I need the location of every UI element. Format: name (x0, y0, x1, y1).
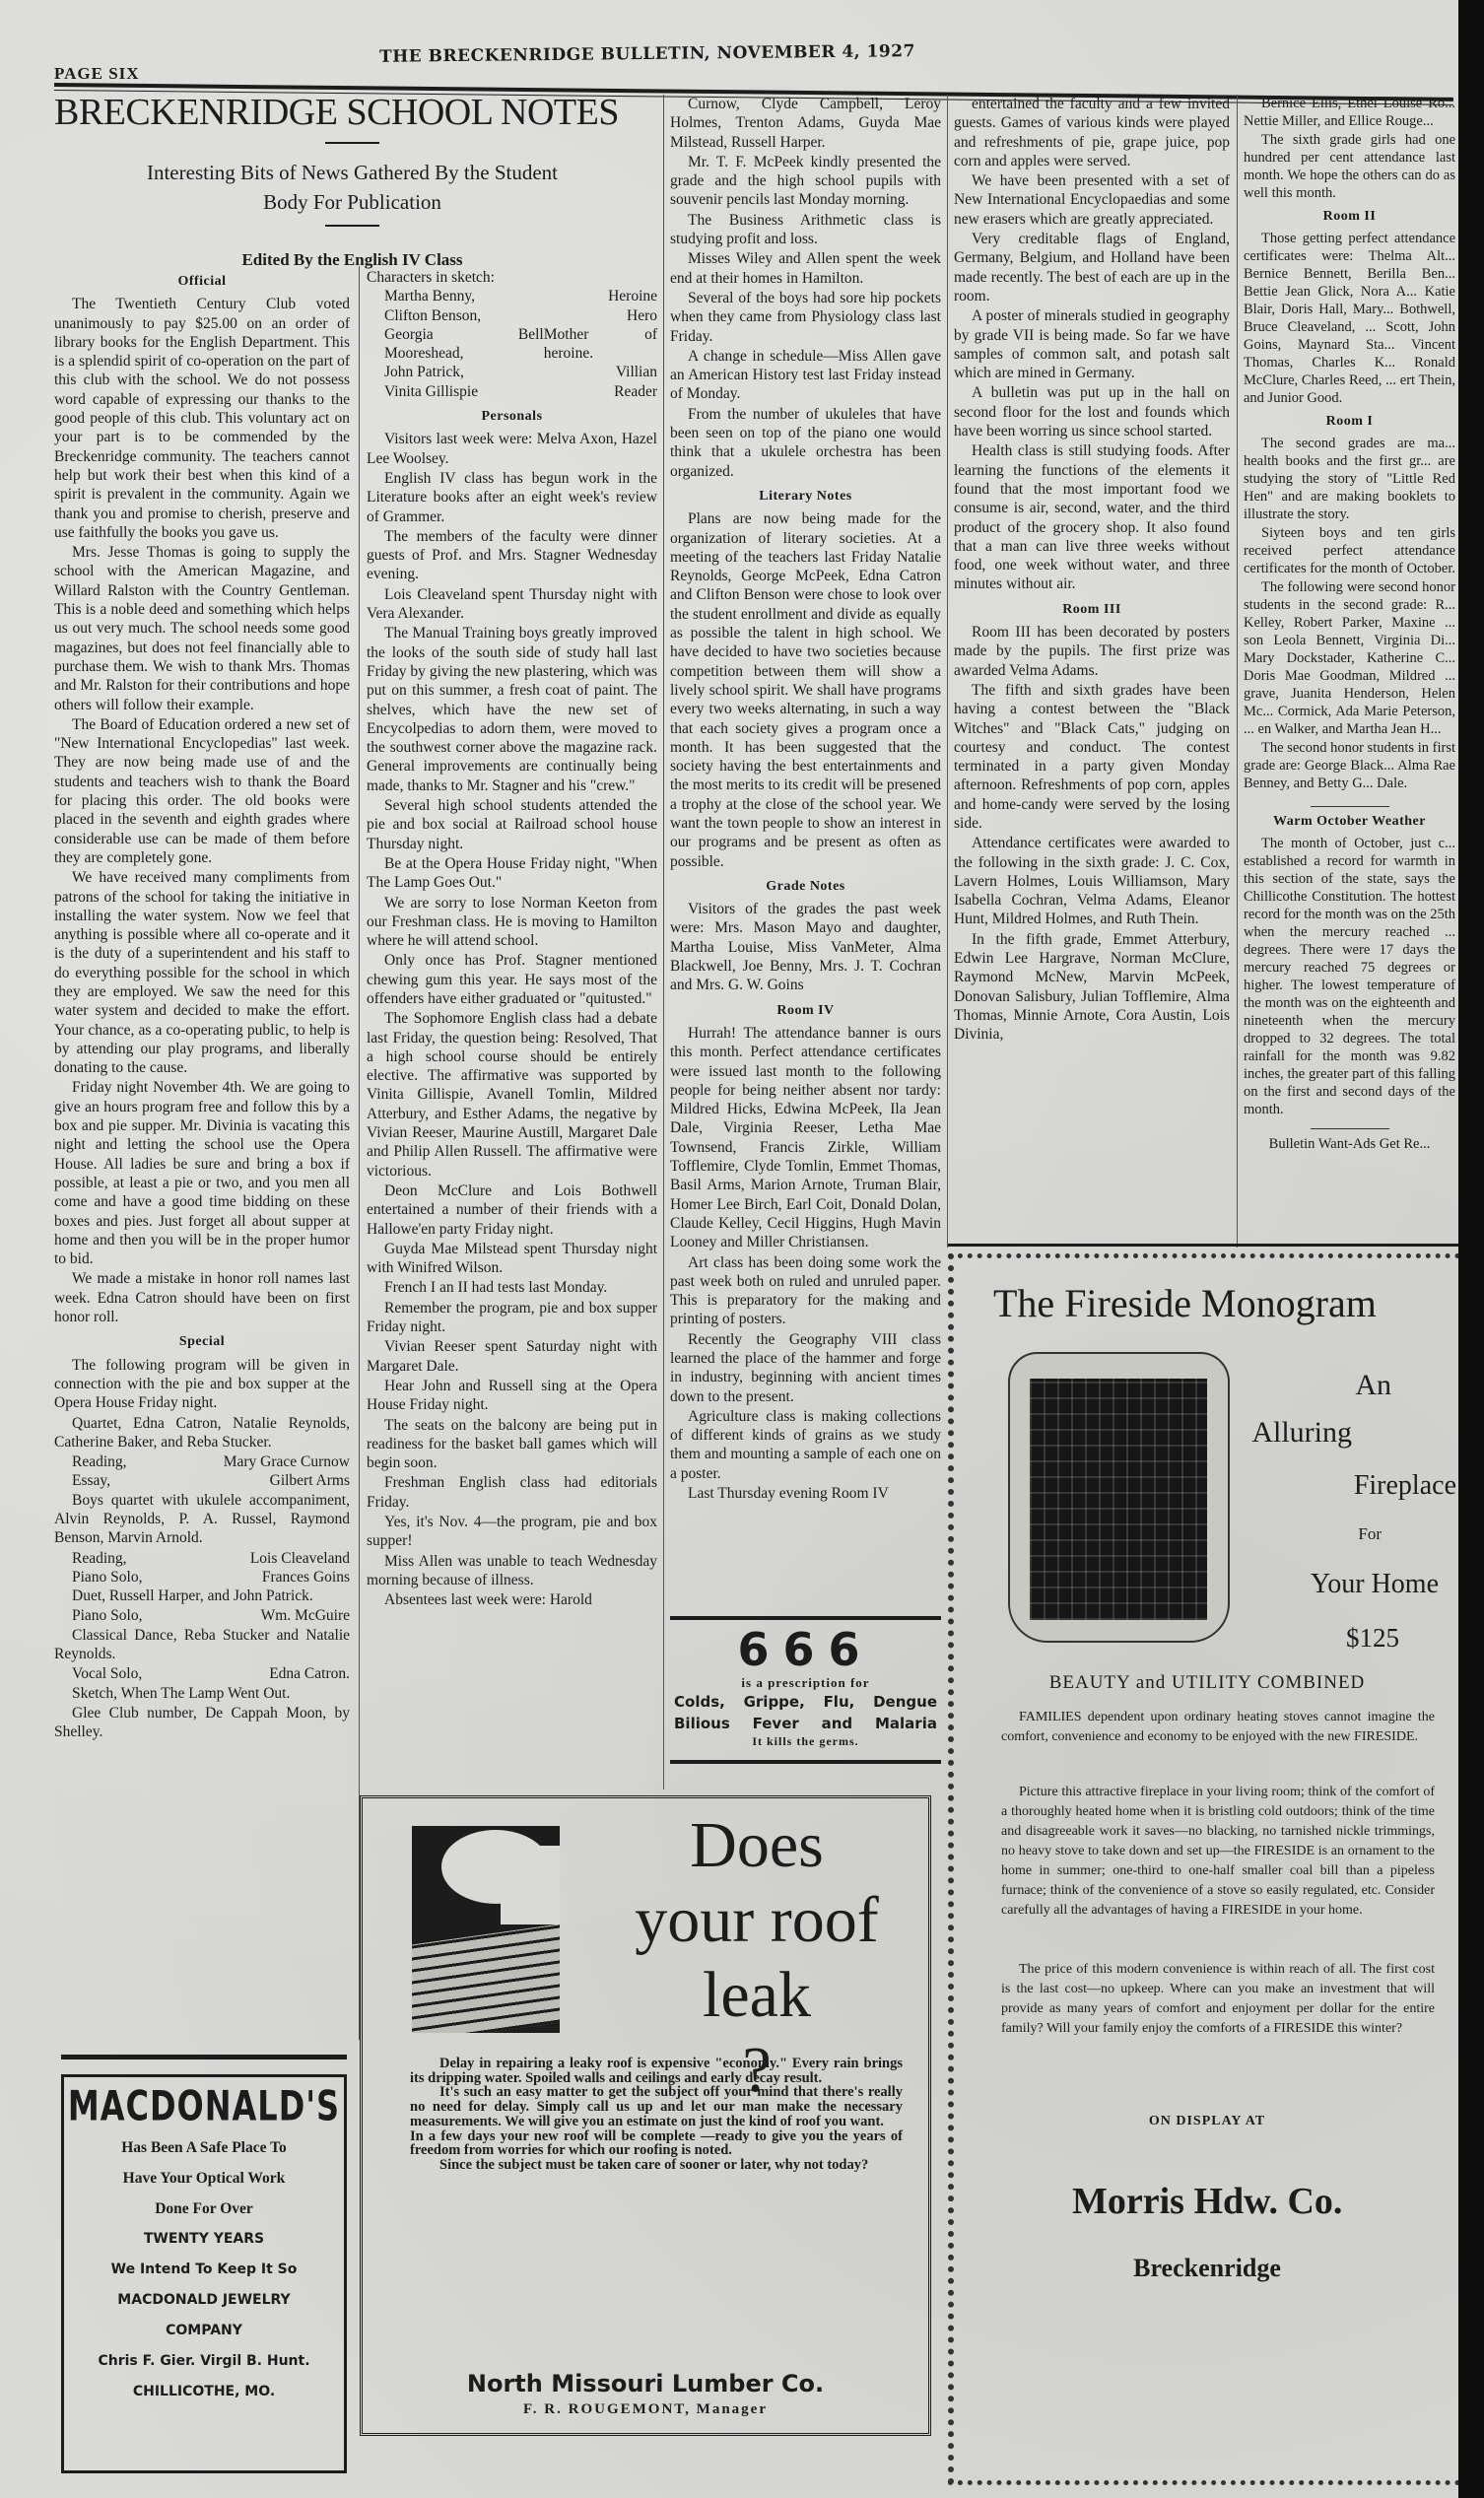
program-item-label: Piano Solo, (72, 1568, 143, 1586)
ad-paragraph: The price of this modern convenience is within reach of all. The first cost is the last cost—no upkeep. Where can you make an investment that will provide as many years of comfort and enjoyment per dollar for the entire family? Will your family enjoy the comforts of a FIRESIDE this winter? (1001, 1962, 1435, 2036)
byline: Edited By the English IV Class (241, 250, 463, 269)
ad-roof (360, 1795, 931, 2436)
program-performer: Mary Grace Curnow (223, 1453, 350, 1471)
program-performer: When The Lamp Went Out. (120, 1684, 291, 1702)
program-performer: Wm. McGuire (260, 1607, 350, 1625)
character-row (367, 363, 657, 381)
headline-line: ? (742, 2034, 772, 2106)
program-performer: Frances Goins (261, 1568, 350, 1586)
program-item (54, 1568, 350, 1587)
article-paragraph: Remember the program, pie and box supper Friday night. (367, 1299, 657, 1336)
article-paragraph: Plans are now being made for the organization of literary societies. At a meeting of the teachers last Friday Natalie Reynolds, George McPeek, Edna Catron and Clifton Benson were chose to look over the student enrollment and divide as equally as possible the talent in high school. We have decided to have two societies because competition between them will show a lively school spirit. We shall have programs every two weeks alternating, in such a way that each society gives a program once a month. It has been suggested that the society having the best entertainments and the most merits to its credit will be presened a trophy at the close of the school year. We want the town people to show an interest in our programs and be present as often as possible. (670, 510, 941, 870)
divider (1311, 1128, 1389, 1129)
program-item (54, 1587, 350, 1605)
headline-deck (54, 158, 650, 217)
article-paragraph: We have received many compliments from patrons of the school for taking the initiative in installing the water system. Now we feel that anything is possible where all co-operate and it is the duty of a superintendent and his staff to do everything possible for the school in which they are employed. We saw the need for this water system and decided to make the effort. Your chance, as a co-operating public, to help is by attending our play programs, and liberally donating to the cause. (54, 869, 350, 1077)
ad-paragraph: FAMILIES dependent upon ordinary heating stoves cannot imagine the comfort, convenience and economy to be enjoyed with the new FIRESIDE. (1001, 1710, 1435, 1744)
article-paragraph: Very creditable flags of England, Germany, Belgium, and Holland have been made recently. The best of each are up in the room. (954, 231, 1230, 304)
column-5-top (1244, 95, 1455, 202)
program-item-label: Piano Solo, (72, 1607, 143, 1625)
program-item-label: Classical Dance, (72, 1626, 177, 1644)
article-paragraph: A bulletin was put up in the hall on second floor for the lost and founds which have been worring us since school started. (954, 384, 1230, 440)
article-paragraph: Art class has been doing some work the past week both on ruled and unruled paper. This is preparatory for the making and printing of posters. (670, 1253, 941, 1328)
article-paragraph: The fifth and sixth grades have been having a contest between the "Black Witches" and "Black Cats," judging on courtesy and conduct. The contest terminated in a party given Monday afternoon. Refreshments of pop corn, apples and home-candy were served by the losing side. (954, 681, 1230, 832)
room4-notes (670, 1024, 941, 1503)
article-paragraph: Freshman English class had editorials Friday. (367, 1474, 657, 1511)
ad-fireside-tagline: BEAUTY and UTILITY COMBINED (1048, 1672, 1366, 1693)
fireplace-illustration (1008, 1352, 1230, 1643)
article-paragraph: Those getting perfect attendance certificates were: Thelma Alt... Bernice Bennett, Berilla Ben... Bettie Jean Glick, Nora A... Katie Blair, Doris Hall, Mary... Bothwell, Bruce Cleaveland, ... Scott, John Goins, Maynard Sta... Vincent Thomas, Charles K... Ronald McClure, Charles Reed, ... ert Thein, and Junior Good. (1244, 231, 1455, 406)
headline-title: BRECKENRIDGE SCHOOL NOTES (54, 92, 619, 133)
ad-fireside-town: Breckenridge (1133, 2254, 1281, 2282)
program-item (54, 1664, 350, 1683)
dateline: THE BRECKENRIDGE BULLETIN, NOVEMBER 4, 1927 (378, 41, 915, 67)
article-paragraph: The month of October, just c... established a record for warmth in this section of the state, says the Chillicothe Constitution. The hottest record for the month was on the 25th when the mercury reached ... degrees. There were 17 days the mercury reached 75 degrees or higher. The lowest temperature of the month was on the eighteenth and nineteenth when the mercury dropped to 32 degrees. The total rainfall for the month was 9.82 inches, the greater part of this falling on the first and second days of the month. (1244, 836, 1455, 1117)
ad-roof-manager: F. R. ROUGEMONT, Manager (523, 2401, 768, 2417)
program-item-label: Essay, (72, 1472, 111, 1490)
ad-line: COMPANY (166, 2323, 242, 2338)
program-performer: De Cappah Moon, by Shelley. (54, 1704, 350, 1741)
program-performer: Reba Stucker and Natalie Reynolds. (54, 1626, 350, 1663)
program-item (54, 1414, 350, 1452)
ill: Colds, (674, 1693, 725, 1711)
column-2 (367, 268, 657, 1610)
column-rule (947, 95, 948, 1248)
article-paragraph: Guyda Mae Milstead spent Thursday night with Winifred Wilson. (367, 1240, 657, 1277)
column-3-top (670, 95, 941, 481)
ad-666 (670, 1616, 941, 1764)
headline-line: Does (690, 1809, 824, 1881)
program-item-label: Quartet, (72, 1414, 122, 1432)
deck-line: Interesting Bits of News Gathered By the Student (146, 161, 558, 184)
character-name: Martha Benny, (384, 288, 475, 305)
article-paragraph: Vivian Reeser spent Saturday night with Margaret Dale. (367, 1338, 657, 1375)
program-item (54, 1471, 350, 1490)
article-paragraph: A poster of minerals studied in geography by grade VII is being made. So far we have samples of common salt, and potash salt which are mined in Germany. (954, 307, 1230, 382)
section-heading-room3: Room III (1062, 601, 1121, 617)
article-paragraph: We have been presented with a set of New International Encyclopaedias and some new erasers which are greatly appreciated. (954, 172, 1230, 228)
section-heading-literary: Literary Notes (759, 488, 852, 504)
section-heading-official: Official (177, 274, 227, 289)
ad-fireside-line: For (1358, 1524, 1382, 1543)
ill: Malaria (874, 1715, 937, 1732)
ill: and (821, 1715, 853, 1732)
article-paragraph: Mrs. Jesse Thomas is going to supply the school with the American Magazine, and Willard Ralston with the Country Gentleman. This is a noble deed and something which helps us out very much. The school needs some good magazines, but does not feel financially able to purchase them. We wish to thank Mrs. Thomas and Mr. Ralston for their contributions and hope others will follow their example. (54, 544, 350, 713)
characters-heading (367, 268, 657, 287)
roof-illustration (412, 1826, 560, 2033)
article-paragraph: Visitors of the grades the past week were: Mrs. Mason Mayo and daughter, Martha Louise, Miss VanMeter, Alma Blackwell, Joe Benny, Mrs. J. T. Cochran and Mrs. G. W. Goins (670, 901, 941, 994)
ad-666-kill: It kills the germs. (752, 1734, 859, 1748)
article-paragraph: The Manual Training boys greatly improved the looks of the south side of study hall last Friday by giving the new plastering, which was put on this summer, a fresh coat of paint. The shelves, which have the new set of Encycolpedias to adorn them, were moved to the southwest corner above the magazine rack. General improvements are continually being made, thanks to Mr. Stagner and his "crew." (367, 625, 657, 794)
scan-edge (1458, 0, 1484, 2498)
ad-line: Have Your Optical Work (122, 2170, 286, 2187)
article-paragraph: The members of the faculty were dinner guests of Prof. and Mrs. Stagner Wednesday evening. (367, 527, 657, 583)
cloud (441, 1830, 550, 1904)
program-performer: Gilbert Arms (269, 1472, 350, 1490)
ad-paragraph: Delay in repairing a leaky roof is expensive "economy." Every rain brings its dripping water. Spoiled walls and ceilings and early decay result. (410, 2056, 903, 2086)
ad-macdonald (61, 2074, 347, 2473)
program-item-label: Boys quartet with ukulele accompaniment, (72, 1491, 350, 1509)
ad-666-sub: is a prescription for (741, 1675, 870, 1690)
program-item (54, 1626, 350, 1664)
article-paragraph: Last Thursday evening Room IV (688, 1485, 889, 1503)
column-5 (1244, 95, 1455, 1153)
article-paragraph: English IV class has begun work in the Literature books after an eight week's review of Grammer. (367, 469, 657, 525)
ad-fireside-price: $125 (1346, 1623, 1399, 1653)
headline-line: your roof (635, 1884, 879, 1956)
ad-roof-company: North Missouri Lumber Co. (466, 2370, 825, 2397)
article-paragraph: Mr. T. F. McPeek kindly presented the grade and the high school pupils with souvenir pencils last Monday morning. (670, 153, 941, 209)
program-item-label: Reading, (72, 1453, 127, 1471)
section-heading-personals: Personals (481, 409, 543, 425)
ad-fireside-line: An (1355, 1369, 1391, 1401)
article-paragraph: Only once has Prof. Stagner mentioned chewing gum this year. He says most of the offenders have either graduated or "quitusted." (367, 952, 657, 1007)
article-paragraph: Bernice Ellis, Ethel Louise Ro... Nettie Miller, and Ellice Rouge... (1244, 96, 1455, 129)
ad-paragraph: Picture this attractive fireplace in your living room; think of the comfort of a thoroughly heated home when it is bristling cold outdoors; think of the time and disagreeable work it saves—no blacking, no tarnished nickle trimmings, no heavy stove to take down and set up—the FIRESIDE is an ornament to the home in summer; one-third to one-half smaller coal bill than a pipeless furnace; think of the convenience of a stove so easily regulated, etc. Consider carefully all the advantages of having a FIRESIDE in your home. (1001, 1785, 1435, 1918)
column-1 (54, 266, 350, 1743)
character-role: Heroine (608, 288, 657, 305)
article-paragraph: Several of the boys had sore hip pockets when they came from Physiology class last Friday. (670, 289, 941, 345)
article-paragraph: A change in schedule—Miss Allen gave an American History test last Friday instead of Monday. (670, 347, 941, 403)
ad-fireside-line: Alluring (1251, 1416, 1352, 1449)
article-paragraph: Friday night November 4th. We are going to give an hours program free and follow this by a box and pie supper. Mr. Divinia is vacating this night and letting the school use the Opera House. All ladies be sure and bring a box if possible, at least a pie or two, and you men all come and have a good time bidding on these boxes and pies. Just forget all about supper at home and then you will be in the proper humor to bid. (54, 1079, 350, 1268)
program-item (54, 1684, 350, 1703)
character-name: Vinita Gillispie (384, 382, 479, 400)
article-paragraph: Miss Allen was unable to teach Wednesday morning because of illness. (367, 1552, 657, 1588)
ill: Grippe, (743, 1693, 805, 1711)
article-paragraph: Deon McClure and Lois Bothwell entertained a number of their friends with a Hallowe'en party Friday night. (367, 1181, 657, 1238)
headline-block (54, 91, 650, 270)
headline-line: leak (703, 1959, 811, 2031)
program-item (54, 1704, 350, 1742)
article-paragraph: Misses Wiley and Allen spent the week end at their homes in Hamilton. (670, 250, 941, 287)
article-paragraph: Lois Cleaveland spent Thursday night with Vera Alexander. (367, 585, 657, 623)
ad-paragraph: It's such an easy matter to get the subject off your mind that there's really no need for delay. Simply call us up and let our man make the necessary measurements. We will give you an estimate on just the kind of roof you want. (410, 2084, 903, 2129)
room3-notes (954, 623, 1230, 1045)
want-ads-footer: Bulletin Want-Ads Get Re... (1268, 1136, 1431, 1152)
character-row (367, 382, 657, 401)
ad-macdonald-name: MACDONALD'S (67, 2081, 341, 2130)
article-paragraph: Room III has been decorated by posters made by the pupils. The first prize was awarded Velma Adams. (954, 624, 1230, 679)
article-paragraph: Be at the Opera House Friday night, "When The Lamp Goes Out." (367, 854, 657, 892)
deck-line: Body For Publication (263, 190, 441, 214)
label: Characters in sketch: (367, 269, 495, 286)
column-3 (670, 95, 941, 1504)
ad-666-ills-row (670, 1691, 941, 1713)
program-item-label: Sketch, (72, 1684, 118, 1702)
article-paragraph: entertained the faculty and a few invited guests. Games of various kinds were played and refreshments of pie, grape juice, pop corn and apples were served. (954, 96, 1230, 169)
ad-line: Has Been A Safe Place To (121, 2139, 287, 2156)
article-paragraph: From the number of ukuleles that have been seen on top of the piano one would think that a ukulele orchestra has been organized. (670, 405, 941, 480)
article-paragraph: The second grades are ma... health books and the first gr... are studying the story of "Little Red Hen" and are making booklets to illustrate the story. (1244, 436, 1455, 522)
program-item (54, 1452, 350, 1471)
ad-line: We Intend To Keep It So (110, 2262, 298, 2277)
ad-fireside-text (1001, 1960, 1435, 2039)
masthead (54, 39, 1453, 89)
ad-line: Done For Over (155, 2200, 253, 2217)
article-paragraph: The Board of Education ordered a new set of "New International Encyclopedias" last week. They are now being made use of and the students and teachers wish to thank the Board for placing this order. The old books were placed in the seventh and eighth grades where considerable use can be made of them before they are completely gone. (54, 715, 350, 866)
column-4 (954, 95, 1230, 1046)
article-paragraph: Health class is still studying foods. After learning the functions of the elements it found that the most important food we consume is air, second, water, and the third product of the grocery shop. It also found that a man can live three weeks without food, one week without water, and three minutes without air. (954, 442, 1230, 593)
section-heading-room2: Room II (1322, 209, 1377, 224)
column-rule (359, 266, 360, 2040)
column-rule (663, 95, 664, 1789)
article-paragraph: Hurrah! The attendance banner is ours this month. Perfect attendance certificates were issued last month to the following people for being neither absent nor tardy: Mildred Hicks, Edwina McPeek, Ila Jean Dale, Virginia Reeser, Letha Mae Townsend, Francis Zirkle, William Tofflemire, Clyde Tomlin, Emmet Thomas, Basil Arms, Marion Arnote, Truman Blair, Homer Lee Birch, Earl Coit, Donald Dolan, Claude Kelley, Cecil Higgins, Hugh Mavin Looney and Miller Christiansen. (670, 1024, 941, 1251)
ad-paragraph: Since the subject must be taken care of sooner or later, why not today? (439, 2156, 869, 2173)
ill: Flu, (823, 1693, 855, 1711)
column-rule (1237, 95, 1238, 1248)
ad-666-ills-row (670, 1713, 941, 1734)
article-paragraph: We are sorry to lose Norman Keeton from our Freshman class. He is moving to Hamilton where he will attend school. (367, 894, 657, 950)
character-row (367, 306, 657, 325)
program-performer: Russell Harper, and John Patrick. (108, 1587, 313, 1605)
program-item (54, 1606, 350, 1625)
character-role: Villian (615, 364, 657, 381)
article-paragraph: The Business Arithmetic class is studying profit and loss. (670, 211, 941, 248)
ad-roof-body (410, 2057, 903, 2173)
personals-list (367, 430, 657, 1609)
ad-line: Chris F. Gier. Virgil B. Hunt. (98, 2353, 310, 2369)
article-paragraph: The Sophomore English class had a debate last Friday, the question being: Resolved, That a high school course should be entirely elective. The affirmative was supported by Vinita Gillispie, Avanell Tomlin, Mildred Atterbury, and Esther Adams, the negative by Vivian Reeser, Maurine Austill, Margaret Dale and Philip Allen Russell. The affirmative were victorious. (367, 1010, 657, 1180)
ad-fireside-line: Your Home (1310, 1569, 1439, 1599)
ad-fireside-text (1001, 1783, 1435, 1921)
article-paragraph: Absentees last week were: Harold (384, 1591, 592, 1609)
character-role: Hero (627, 306, 657, 324)
divider (1311, 806, 1389, 807)
section-heading-weather: Warm October Weather (1273, 814, 1426, 829)
article-paragraph: Siyteen boys and ten girls received perfect attendance certificates for the month of October. (1244, 525, 1456, 576)
page-number: PAGE SIX (54, 64, 140, 83)
ad-fireside-title: The Fireside Monogram (993, 1281, 1377, 1325)
ad-fireside-display: ON DISPLAY AT (1148, 2114, 1266, 2128)
section-heading-room4: Room IV (776, 1002, 835, 1018)
article-paragraph: Several high school students attended the pie and box social at Railroad school house Thursday night. (367, 797, 657, 852)
article-paragraph: In the fifth grade, Emmet Atterbury, Edwin Lee Hargrave, Norman McClure, Raymond McNew, Marvin McPeek, Donovan Salisbury, Julian Tofflemire, Alma Thomas, Minnie Arnote, Cora Austin, Lois Divinia, (954, 930, 1230, 1044)
article-paragraph: Hear John and Russell sing at the Opera House Friday night. (367, 1377, 657, 1414)
ad-666-title: 666 (737, 1623, 874, 1676)
article-paragraph: Agriculture class is making collections of different kinds of grains as we study them and mounting a sample of each one on a poster. (670, 1407, 941, 1482)
article-paragraph: We made a mistake in honor roll names last week. Edna Catron should have been on first honor roll. (54, 1270, 350, 1326)
ad-fireside (948, 1253, 1460, 2485)
character-row (367, 287, 657, 305)
section-rule (948, 1244, 1458, 1247)
ad-line: MACDONALD JEWELRY (117, 2292, 291, 2308)
ill: Dengue (873, 1693, 937, 1711)
article-paragraph: The sixth grade girls had one hundred per cent attendance last month. We hope the others can do as well this month. (1244, 132, 1455, 201)
column-4-top (954, 95, 1230, 594)
article-paragraph: The seats on the balcony are being put in readiness for the basket ball games which will begin soon. (367, 1416, 657, 1472)
section-heading-room1: Room I (1325, 414, 1374, 429)
program-performer: Alvin Reynolds, P. A. Russel, Raymond Benson, Marvin Arnold. (54, 1511, 350, 1547)
character-name: Georgia Bell Mooreshead, (384, 325, 544, 363)
article-paragraph: The following were second honor students in the second grade: R... Kelley, Robert Parker, Maxine ... son Leola Bennett, Virginia Di... Mary Dockstader, Katherine C... Doris Mae Goodman, Mildred ... grave, Juanita Henderson, Helen Mc... Cormick, Ada Marie Peterson, ... en Walker, and Martha Jean H... (1244, 579, 1455, 737)
program-item-label: Reading, (72, 1549, 127, 1567)
ad-fireside-text (1001, 1708, 1435, 1747)
roof-shingles (412, 1924, 560, 2033)
program-performer: Lois Cleaveland (249, 1549, 350, 1567)
divider (325, 142, 379, 144)
program-item-label: Vocal Solo, (72, 1665, 143, 1683)
article-paragraph: The second honor students in first grade are: George Black... Alma Rae Benney, and Betty G... Dale. (1244, 740, 1455, 791)
article-paragraph: French I an II had tests last Monday. (384, 1279, 608, 1297)
article-paragraph: Recently the Geography VIII class learned the place of the hammer and forge in industry, beginning with ancient times down to the present. (670, 1330, 941, 1405)
article-paragraph: Visitors last week were: Melva Axon, Hazel Lee Woolsey. (367, 431, 657, 467)
program-performer: Edna Catron, Natalie Reynolds, Catherine Baker, and Reba Stucker. (54, 1414, 351, 1451)
ad-line: TWENTY YEARS (143, 2231, 265, 2247)
room1-notes (1244, 435, 1455, 792)
character-list (367, 287, 657, 401)
section-heading-grade: Grade Notes (766, 878, 845, 894)
ad-fireside-store: Morris Hdw. Co. (1072, 2181, 1343, 2222)
program-item (54, 1549, 350, 1568)
article-paragraph: Curnow, Clyde Campbell, Leroy Holmes, Trenton Adams, Guyda Mae Milstead, Russell Harper. (670, 96, 941, 151)
ad-fireside-line: Fireplace (1353, 1470, 1456, 1501)
ad-line: CHILLICOTHE, MO. (132, 2384, 276, 2399)
program-list (54, 1414, 350, 1742)
article-paragraph: The following program will be given in connection with the pie and box supper at the Opera House Friday night. (54, 1356, 350, 1412)
ad-paragraph: In a few days your new roof will be complete —ready to give you the years of freedom from worries for which our roofing is noted. (410, 2127, 903, 2159)
divider (325, 225, 379, 227)
character-name: Clifton Benson, (384, 306, 482, 324)
article-paragraph: The Twentieth Century Club voted unanimously to pay $25.00 on an order of library books for the English Department. This is a splendid spirit of co-operation on the part of this club with the school. We do not possess word capable of expressing our thanks to the good people of this club. This voluntary act on your part is to be commended by the Breckenridge community. The teachers cannot help but work their best when this kind of a spirit is prevalent in the community. Again we thank you and promise to cherish, preserve and use faithfully the books you gave us. (54, 296, 350, 541)
section-heading-special: Special (178, 1334, 226, 1350)
program-item (54, 1491, 350, 1548)
program-item-label: Duet, (72, 1587, 106, 1605)
character-role: Reader (614, 382, 657, 400)
program-item-label: Glee Club number, (72, 1704, 197, 1722)
ill: Bilious (674, 1715, 730, 1732)
article-paragraph: Attendance certificates were awarded to the following in the sixth grade: J. C. Cox, Lavern Holmes, Louis Williamson, Mary Isabella Cochran, Velma Adams, Eleanor Hunt, Mildred Holmes, and Ruth Thein. (954, 835, 1230, 928)
fireplace-image (1030, 1379, 1207, 1620)
character-role: Mother of heroine. (543, 325, 657, 363)
program-performer: Edna Catron. (269, 1665, 350, 1683)
article-paragraph: Yes, it's Nov. 4—the program, pie and box supper! (367, 1514, 657, 1550)
section-rule (61, 2055, 347, 2059)
character-row (367, 325, 657, 364)
character-name: John Patrick, (384, 364, 464, 381)
ill: Fever (752, 1715, 799, 1732)
